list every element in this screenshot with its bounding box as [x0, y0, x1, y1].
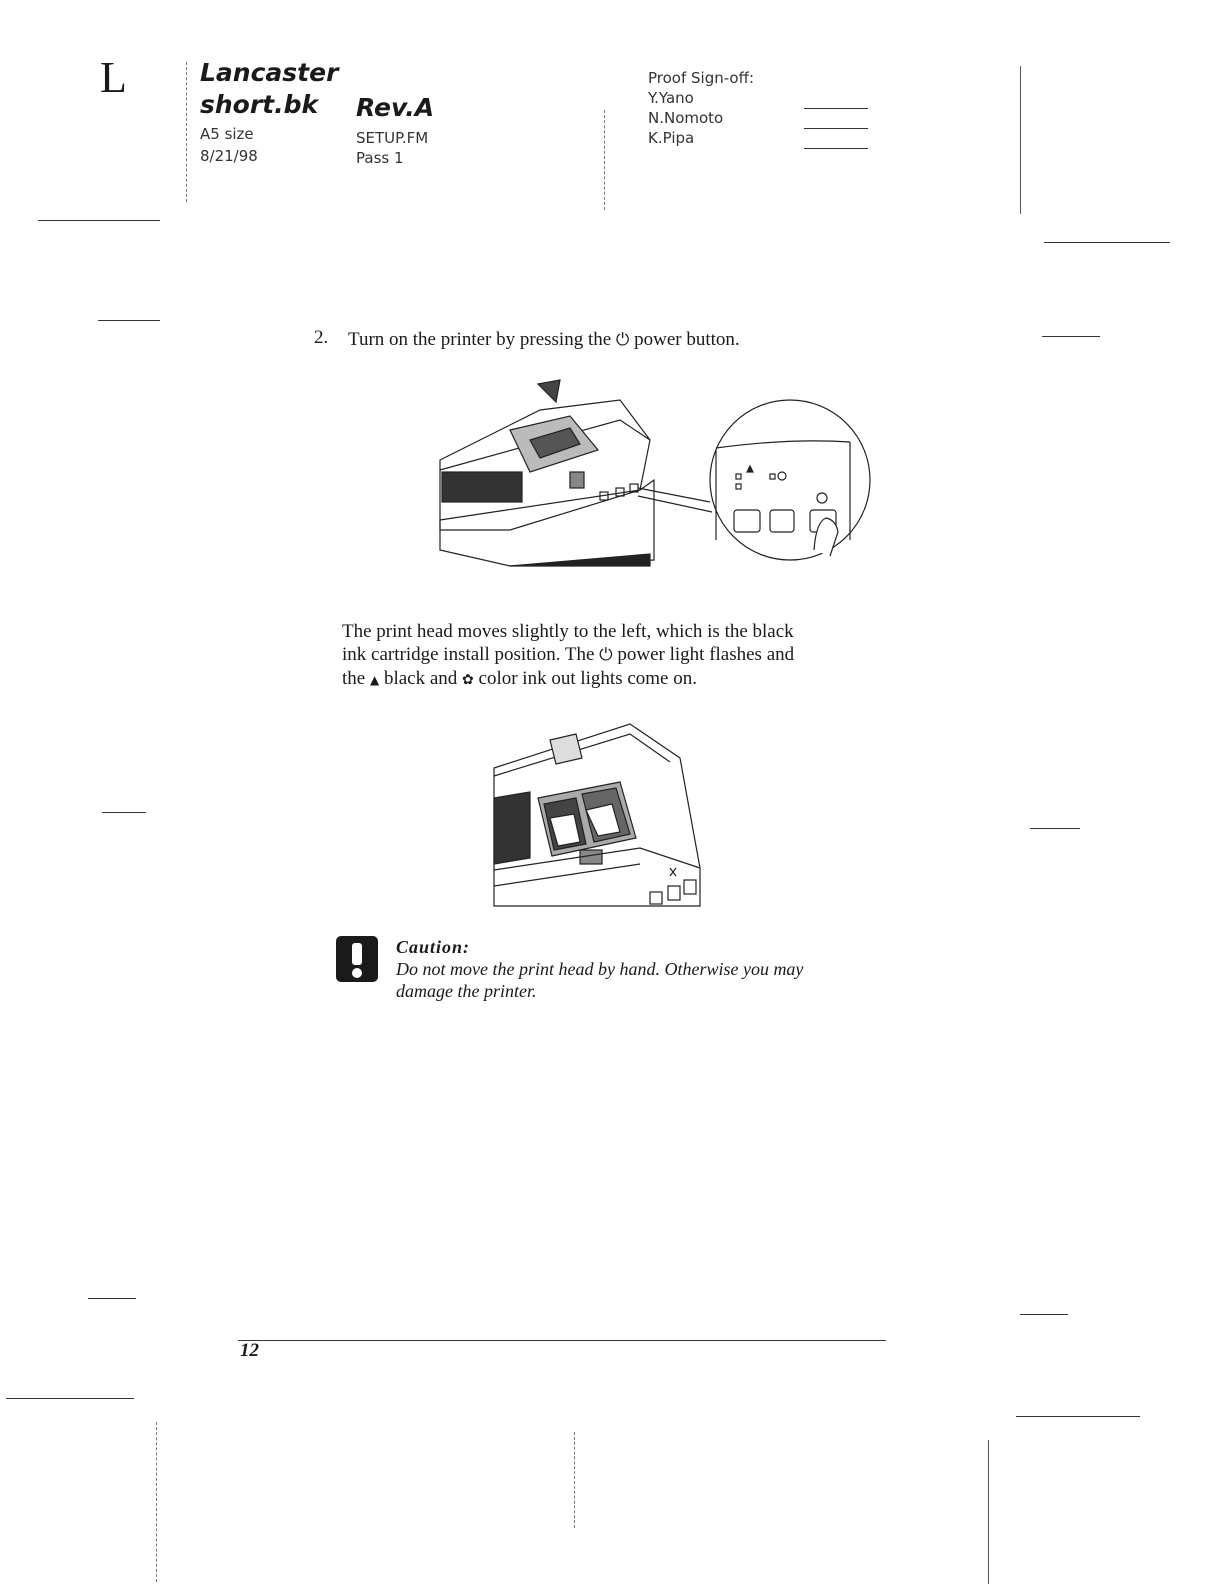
crop-mark	[38, 220, 160, 221]
signoff-line-3	[804, 148, 868, 149]
proof-rule	[604, 110, 605, 210]
para-line-2	[342, 643, 922, 667]
caution-title: Caution:	[396, 937, 471, 957]
color-ink-icon: ✿	[462, 672, 474, 688]
caution-line-2: damage the printer.	[396, 981, 537, 1001]
power-icon: ⏻	[615, 330, 630, 350]
caution-line-1: Do not move the print head by hand. Otherwise you may	[396, 959, 804, 979]
project-name: Lancaster	[200, 58, 339, 87]
caution-icon	[334, 934, 380, 984]
crop-mark	[88, 1298, 136, 1299]
crop-mark	[988, 1440, 989, 1584]
para-line-3-c: color ink out lights come on.	[478, 668, 697, 689]
pass-label: Pass 1	[356, 149, 404, 167]
para-line-2-after: power light flashes and	[617, 644, 795, 665]
caution-block	[396, 936, 803, 1002]
crop-mark	[102, 812, 146, 813]
revision: Rev.A	[356, 93, 435, 122]
step-text-after: power button.	[634, 329, 740, 350]
doc-date: 8/21/98	[200, 147, 258, 165]
para-line-3-a: the	[342, 668, 366, 689]
crop-mark	[1042, 336, 1100, 337]
signoff-line-2	[804, 128, 868, 129]
crop-mark	[1016, 1416, 1140, 1417]
para-line-2-before: ink cartridge install position. The	[342, 644, 595, 665]
book-name: short.bk	[200, 90, 319, 119]
crop-mark	[6, 1398, 134, 1399]
para-line-3-b: black and	[383, 668, 458, 689]
corner-letter: L	[100, 53, 127, 102]
crop-mark	[574, 1432, 575, 1528]
black-ink-icon: ▲	[369, 673, 380, 687]
crop-mark	[98, 320, 160, 321]
step-text-before: Turn on the printer by pressing the	[348, 329, 612, 350]
page-size: A5 size	[200, 125, 254, 143]
footer-rule	[238, 1340, 886, 1341]
crop-mark	[1030, 828, 1080, 829]
proof-name-1: Y.Yano	[648, 89, 694, 107]
power-icon: ⏻	[599, 645, 613, 665]
header-left-rule	[186, 62, 187, 202]
crop-mark	[1044, 242, 1170, 243]
para-line-3	[342, 667, 922, 692]
proof-name-2: N.Nomoto	[648, 109, 724, 127]
crop-mark	[1020, 1314, 1068, 1315]
print-head-illustration	[490, 718, 710, 908]
result-paragraph	[342, 620, 922, 692]
proof-title: Proof Sign-off:	[648, 69, 754, 87]
proof-name-3: K.Pipa	[648, 129, 695, 147]
crop-mark	[156, 1422, 157, 1582]
file-name: SETUP.FM	[356, 129, 429, 147]
page-number: 12	[240, 1340, 259, 1361]
right-crop-rule	[1020, 66, 1021, 214]
signoff-line-1	[804, 108, 868, 109]
para-line-1: The print head moves slightly to the left, which is the black	[342, 621, 794, 642]
printer-power-illustration	[420, 380, 880, 590]
step-number: 2.	[314, 327, 329, 348]
step-text	[348, 328, 740, 352]
